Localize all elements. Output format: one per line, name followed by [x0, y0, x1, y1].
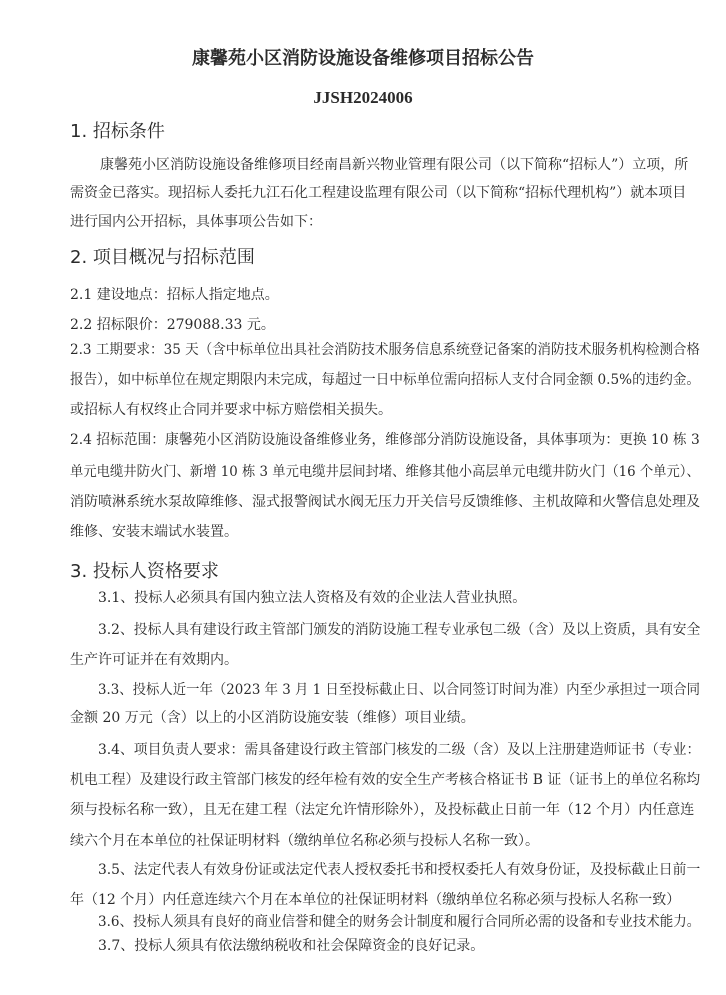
- text-line: 康馨苑小区消防设施设备维修项目经南昌新兴物业管理有限公司（以下简称“招标人”）立项，所: [100, 157, 689, 173]
- text-line: 进行国内公开招标，具体事项公告如下：: [70, 214, 322, 230]
- text-line: 3.2、投标人具有建设行政主管部门颁发的消防设施工程专业承包二级（含）及以上资质，具有安全: [98, 622, 701, 638]
- text-line: 单元电缆井防火门、新增 10 栋 3 单元电缆井层间封堵、维修其他小高层单元电缆井防火门（16 个单元）、: [70, 464, 700, 480]
- text-line: 需资金已落实。现招标人委托九江石化工程建设监理有限公司（以下简称“招标代理机构”）就本项目: [70, 185, 687, 201]
- project-code: JJSH2024006: [313, 88, 413, 107]
- text-line: 生产许可证并在有效期内。: [70, 652, 238, 668]
- text-line: 消防喷淋系统水泵故障维修、湿式报警阀试水阀无压力开关信号反馈维修、主机故障和火警信息处理及: [70, 494, 700, 510]
- section-heading: 1. 招标条件: [70, 121, 165, 142]
- text-line: 3.1、投标人必须具有国内独立法人资格及有效的企业法人营业执照。: [98, 590, 527, 606]
- section-heading: 2. 项目概况与招标范围: [70, 247, 255, 268]
- text-line: 3.5、法定代表人有效身份证或法定代表人授权委托书和授权委托人有效身份证，及投标截止日前一: [98, 862, 701, 878]
- text-line: 续六个月在本单位的社保证明材料（缴纳单位名称必须与投标人名称一致）。: [70, 833, 539, 849]
- section-heading: 3. 投标人资格要求: [70, 561, 219, 582]
- text-line: 维修、安装末端试水装置。: [70, 524, 238, 540]
- text-line: 金额 20 万元（含）以上的小区消防设施安装（维修）项目业绩。: [70, 710, 475, 726]
- text-line: 须与投标名称一致），且无在建工程（法定允许情形除外），及投标截止日前一年（12 个月）内任意连: [70, 802, 695, 818]
- text-line: 2.4 招标范围：康馨苑小区消防设施设备维修业务，维修部分消防设施设备，具体事项为：更换 10 栋 3: [70, 432, 700, 448]
- text-line: 或招标人有权终止合同并要求中标方赔偿相关损失。: [70, 402, 392, 418]
- text-line: 年（12 个月）内任意连续六个月在本单位的社保证明材料（缴纳单位名称必须与投标人名称一致）: [70, 892, 681, 908]
- text-line: 3.3、投标人近一年（2023 年 3 月 1 日至投标截止日、以合同签订时间为准）内至少承担过一项合同: [98, 682, 700, 698]
- text-line: 2.3 工期要求：35 天（含中标单位出具社会消防技术服务信息系统登记备案的消防技术服务机构检测合格: [70, 342, 700, 358]
- text-line: 报告），如中标单位在规定期限内未完成，每超过一日中标单位需向招标人支付合同金额 0.5%的违约金。: [70, 372, 701, 388]
- text-line: 2.1 建设地点：招标人指定地点。: [70, 287, 279, 303]
- text-line: 2.2 招标限价：279088.33 元。: [70, 317, 275, 333]
- text-line: 3.6、投标人须具有良好的商业信誉和健全的财务会计制度和履行合同所必需的设备和专业技术能力。: [98, 914, 701, 930]
- text-line: 3.7、投标人须具有依法缴纳税收和社会保障资金的良好记录。: [98, 938, 485, 954]
- text-line: 3.4、项目负责人要求：需具备建设行政主管部门核发的二级（含）及以上注册建造师证书（专业：: [98, 742, 701, 758]
- text-line: 机电工程）及建设行政主管部门核发的经年检有效的安全生产考核合格证书 B 证（证书上的单位名称均: [70, 772, 701, 788]
- document-title: 康馨苑小区消防设施设备维修项目招标公告: [192, 48, 534, 69]
